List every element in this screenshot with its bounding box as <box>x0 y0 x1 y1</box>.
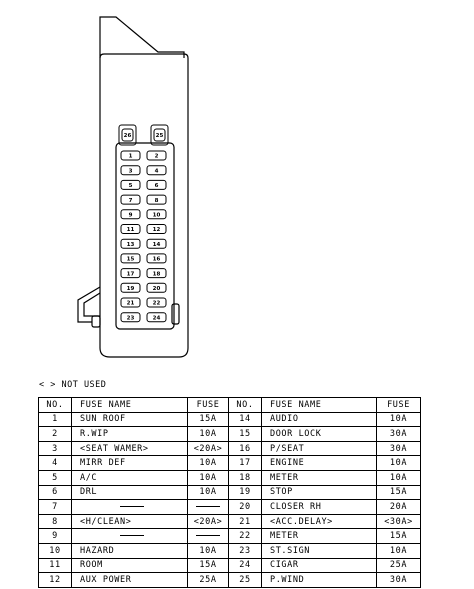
fuse-label: 4 <box>154 168 159 175</box>
fuse-label: 13 <box>126 241 135 248</box>
unused-dash <box>196 535 220 536</box>
fuse-rating: 10A <box>377 412 421 427</box>
fuse-label: 11 <box>126 227 135 234</box>
fuse-name: METER <box>262 470 377 485</box>
fuse-rating <box>188 500 229 515</box>
fuse-label: 20 <box>152 286 161 292</box>
fuse-name <box>72 500 188 515</box>
fuse-name: SUN ROOF <box>72 412 188 427</box>
header-fuse-name-right: FUSE NAME <box>262 398 377 413</box>
fuse-rating: 30A <box>377 427 421 442</box>
header-fuse-left: FUSE <box>188 398 229 413</box>
header-no-left: NO. <box>39 398 72 413</box>
fuse-rating: 15A <box>377 529 421 544</box>
fuse-slot-right <box>147 239 166 248</box>
fuse-label: 16 <box>152 256 161 263</box>
fuse-label: 7 <box>128 197 133 204</box>
fuse-name: <ACC.DELAY> <box>262 514 377 529</box>
fuse-label: 15 <box>126 256 135 263</box>
fuse-name: AUX POWER <box>72 573 188 588</box>
fuse-slot-left <box>121 195 140 204</box>
fuse-label: 10 <box>152 212 161 219</box>
fuse-slot-right <box>147 313 166 322</box>
fuse-number: 23 <box>229 543 262 558</box>
fuse-number: 1 <box>39 412 72 427</box>
fuse-rating: 10A <box>188 470 229 485</box>
unused-dash <box>120 535 144 536</box>
fuse-label: 3 <box>128 168 133 175</box>
fuse-name <box>72 529 188 544</box>
fuse-name: DOOR LOCK <box>262 427 377 442</box>
fuse-number: 11 <box>39 558 72 573</box>
header-no-right: NO. <box>229 398 262 413</box>
table-row <box>39 529 421 544</box>
unused-dash <box>120 506 144 507</box>
fuse-rating: 15A <box>188 558 229 573</box>
fuse-rating: 20A <box>377 500 421 515</box>
fuse-slot-left <box>121 269 140 278</box>
fuse-name: R.WIP <box>72 427 188 442</box>
fuse-number: 7 <box>39 500 72 515</box>
fuse-slot-left <box>121 254 140 263</box>
fuse-grid <box>121 151 166 322</box>
fuse-number: 25 <box>229 573 262 588</box>
fuse-number: 8 <box>39 514 72 529</box>
table-row <box>39 543 421 558</box>
fuse-slot-left <box>121 166 140 175</box>
fuse-slot-right <box>147 166 166 175</box>
fuse-number: 19 <box>229 485 262 500</box>
fuse-label: 9 <box>128 212 133 219</box>
fuse-number: 9 <box>39 529 72 544</box>
fuse-label: 8 <box>154 197 159 204</box>
fuse-slot-left <box>121 298 140 307</box>
fuse-slot-right <box>147 225 166 234</box>
fuse-label: 22 <box>152 300 161 307</box>
fuse-slot-right <box>147 298 166 307</box>
fuse-label: 26 <box>123 133 132 140</box>
table-row <box>39 485 421 500</box>
fuse-name: CIGAR <box>262 558 377 573</box>
fuse-rating: 15A <box>188 412 229 427</box>
table-row <box>39 558 421 573</box>
fuse-number: 16 <box>229 441 262 456</box>
fuse-rating: 25A <box>377 558 421 573</box>
fuse-name: AUDIO <box>262 412 377 427</box>
fuse-label: 14 <box>152 241 161 248</box>
fuse-name: ROOM <box>72 558 188 573</box>
fuse-number: 6 <box>39 485 72 500</box>
fuse-name: MIRR DEF <box>72 456 188 471</box>
fuse-name: A/C <box>72 470 188 485</box>
fuse-slot-right <box>147 210 166 219</box>
fuse-rating: <20A> <box>188 514 229 529</box>
fuse-rating: 25A <box>188 573 229 588</box>
fuse-rating: 10A <box>188 543 229 558</box>
table-row <box>39 456 421 471</box>
header-fuse-right: FUSE <box>377 398 421 413</box>
fuse-slot-right <box>147 269 166 278</box>
fuse-top <box>122 129 133 141</box>
fuse-number: 21 <box>229 514 262 529</box>
header-fuse-name-left: FUSE NAME <box>72 398 188 413</box>
fuse-number: 22 <box>229 529 262 544</box>
fuse-slot-left <box>121 225 140 234</box>
fuse-slot-left <box>121 180 140 189</box>
fuse-rating: 30A <box>377 573 421 588</box>
fuse-number: 14 <box>229 412 262 427</box>
fuse-rating: <30A> <box>377 514 421 529</box>
fuse-name: <SEAT WAMER> <box>72 441 188 456</box>
fuse-label: 18 <box>152 271 161 278</box>
fuse-slot-right <box>147 254 166 263</box>
fuse-slot-right <box>147 151 166 160</box>
fuse-label: 24 <box>152 315 161 322</box>
fuse-label: 1 <box>128 153 133 160</box>
fuse-number: 4 <box>39 456 72 471</box>
table-row <box>39 514 421 529</box>
not-used-note: < > NOT USED <box>39 380 107 390</box>
fuse-rating: 15A <box>377 485 421 500</box>
fuse-slot-right <box>147 283 166 292</box>
fuse-name: METER <box>262 529 377 544</box>
fuse-rating: 10A <box>377 543 421 558</box>
table-row <box>39 441 421 456</box>
fuse-slot-left <box>121 151 140 160</box>
fuse-label: 25 <box>155 133 164 140</box>
fuse-name: P.WIND <box>262 573 377 588</box>
fuse-rating: 10A <box>377 470 421 485</box>
table-row <box>39 573 421 588</box>
fuse-rating: 30A <box>377 441 421 456</box>
unused-dash <box>196 506 220 507</box>
fuse-label: 5 <box>128 183 133 190</box>
fuse-label: 19 <box>126 286 135 292</box>
fuse-label: 2 <box>154 153 159 160</box>
fuse-name: <H/CLEAN> <box>72 514 188 529</box>
fuse-table <box>38 397 421 588</box>
fuse-name: CLOSER RH <box>262 500 377 515</box>
fuse-rating: 10A <box>188 485 229 500</box>
fuse-name: DRL <box>72 485 188 500</box>
fuse-name: ENGINE <box>262 456 377 471</box>
fuse-label: 12 <box>152 227 161 234</box>
fuse-label: 17 <box>126 271 135 278</box>
fuse-label: 23 <box>126 315 135 322</box>
fuse-number: 10 <box>39 543 72 558</box>
fuse-name: ST.SIGN <box>262 543 377 558</box>
table-row <box>39 470 421 485</box>
fuse-name: HAZARD <box>72 543 188 558</box>
table-row <box>39 427 421 442</box>
fuse-slot-left <box>121 239 140 248</box>
top-fuses <box>119 125 168 145</box>
fuse-top <box>154 129 165 141</box>
fuse-slot-right <box>147 195 166 204</box>
fuse-rating: 10A <box>377 456 421 471</box>
fuse-number: 12 <box>39 573 72 588</box>
table-row <box>39 412 421 427</box>
fuse-number: 17 <box>229 456 262 471</box>
fuse-rating <box>188 529 229 544</box>
fuse-label: 21 <box>126 300 135 307</box>
fuse-number: 3 <box>39 441 72 456</box>
fuse-number: 15 <box>229 427 262 442</box>
fuse-number: 20 <box>229 500 262 515</box>
fuse-slot-left <box>121 313 140 322</box>
fuse-number: 2 <box>39 427 72 442</box>
fuse-slot-left <box>121 283 140 292</box>
fuse-rating: 10A <box>188 427 229 442</box>
fuse-rating: 10A <box>188 456 229 471</box>
fuse-slot-right <box>147 180 166 189</box>
fuse-number: 18 <box>229 470 262 485</box>
table-header-row <box>39 398 421 413</box>
fuse-number: 5 <box>39 470 72 485</box>
table-row <box>39 500 421 515</box>
fuse-slot-left <box>121 210 140 219</box>
fuse-number: 24 <box>229 558 262 573</box>
fuse-name: P/SEAT <box>262 441 377 456</box>
fuse-name: STOP <box>262 485 377 500</box>
fuse-label: 6 <box>154 183 159 190</box>
fuse-rating: <20A> <box>188 441 229 456</box>
